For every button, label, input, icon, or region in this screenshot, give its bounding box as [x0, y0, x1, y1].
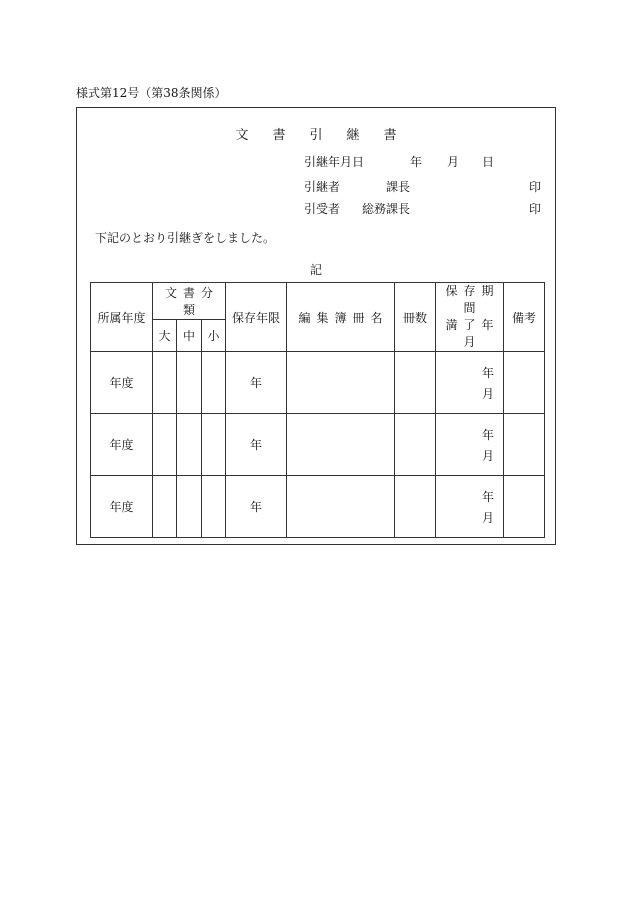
- ki-heading: 記: [309, 263, 322, 277]
- header-remarks: 備考: [504, 283, 545, 352]
- cell-remarks: [504, 352, 545, 414]
- cell-class-medium: [177, 476, 202, 538]
- statement-text: 下記のとおり引継ぎをしました。: [95, 231, 276, 245]
- header-sub-medium: 中: [177, 319, 202, 351]
- document-title: 文 書 引 継 書: [235, 128, 397, 143]
- cell-book-name: [287, 414, 395, 476]
- cell-volumes: [395, 352, 436, 414]
- cell-class-large: [153, 414, 177, 476]
- expiry-year: 年: [481, 490, 494, 504]
- expiry-month: 月: [481, 511, 494, 525]
- form-frame: [76, 107, 556, 545]
- expiry-month: 月: [481, 387, 494, 401]
- cell-class-small: [202, 414, 226, 476]
- header-affiliation-year: 所属年度: [91, 283, 153, 352]
- cell-class-small: [202, 352, 226, 414]
- cell-remarks: [504, 476, 545, 538]
- handing-over-label: 引継者: [304, 180, 341, 194]
- cell-class-large: [153, 476, 177, 538]
- cell-retention: 年: [226, 476, 287, 538]
- receiving-title: 総務課長: [362, 202, 411, 216]
- header-book-name: 編 集 簿 冊 名: [287, 283, 395, 352]
- cell-volumes: [395, 414, 436, 476]
- cell-volumes: [395, 476, 436, 538]
- cell-retention: 年: [226, 352, 287, 414]
- receiving-seal: 印: [529, 202, 542, 216]
- expiry-month: 月: [481, 449, 494, 463]
- handing-over-title: 課長: [386, 180, 411, 194]
- header-row-1: [91, 283, 545, 320]
- cell-expiry: [436, 352, 504, 414]
- cell-class-small: [202, 476, 226, 538]
- header-retention: 保存年限: [226, 283, 287, 352]
- expiry-year: 年: [481, 366, 494, 380]
- header-volumes: 冊数: [395, 283, 436, 352]
- table-row: [91, 352, 545, 414]
- header-expiry: 保 存 期間 満 了 年月: [436, 283, 504, 352]
- handover-date-label: 引継年月日: [304, 155, 365, 169]
- handover-date-year: 年: [410, 155, 423, 169]
- cell-expiry: [436, 414, 504, 476]
- handing-over-seal: 印: [529, 180, 542, 194]
- cell-affiliation-year: 年度: [91, 352, 153, 414]
- receiving-label: 引受者: [304, 202, 341, 216]
- cell-expiry: [436, 476, 504, 538]
- cell-class-medium: [177, 414, 202, 476]
- cell-book-name: [287, 352, 395, 414]
- form-label: 様式第12号（第38条関係）: [76, 86, 227, 100]
- cell-book-name: [287, 476, 395, 538]
- cell-retention: 年: [226, 414, 287, 476]
- header-sub-small: 小: [202, 319, 226, 351]
- header-sub-large: 大: [153, 319, 177, 351]
- handover-table: [90, 282, 545, 538]
- handover-date-month: 月: [447, 155, 460, 169]
- table-row: [91, 414, 545, 476]
- expiry-year: 年: [481, 428, 494, 442]
- cell-class-large: [153, 352, 177, 414]
- cell-affiliation-year: 年度: [91, 414, 153, 476]
- cell-remarks: [504, 414, 545, 476]
- table-row: [91, 476, 545, 538]
- cell-affiliation-year: 年度: [91, 476, 153, 538]
- cell-class-medium: [177, 352, 202, 414]
- header-classification: 文 書 分類: [153, 283, 226, 320]
- handover-date-day: 日: [482, 155, 495, 169]
